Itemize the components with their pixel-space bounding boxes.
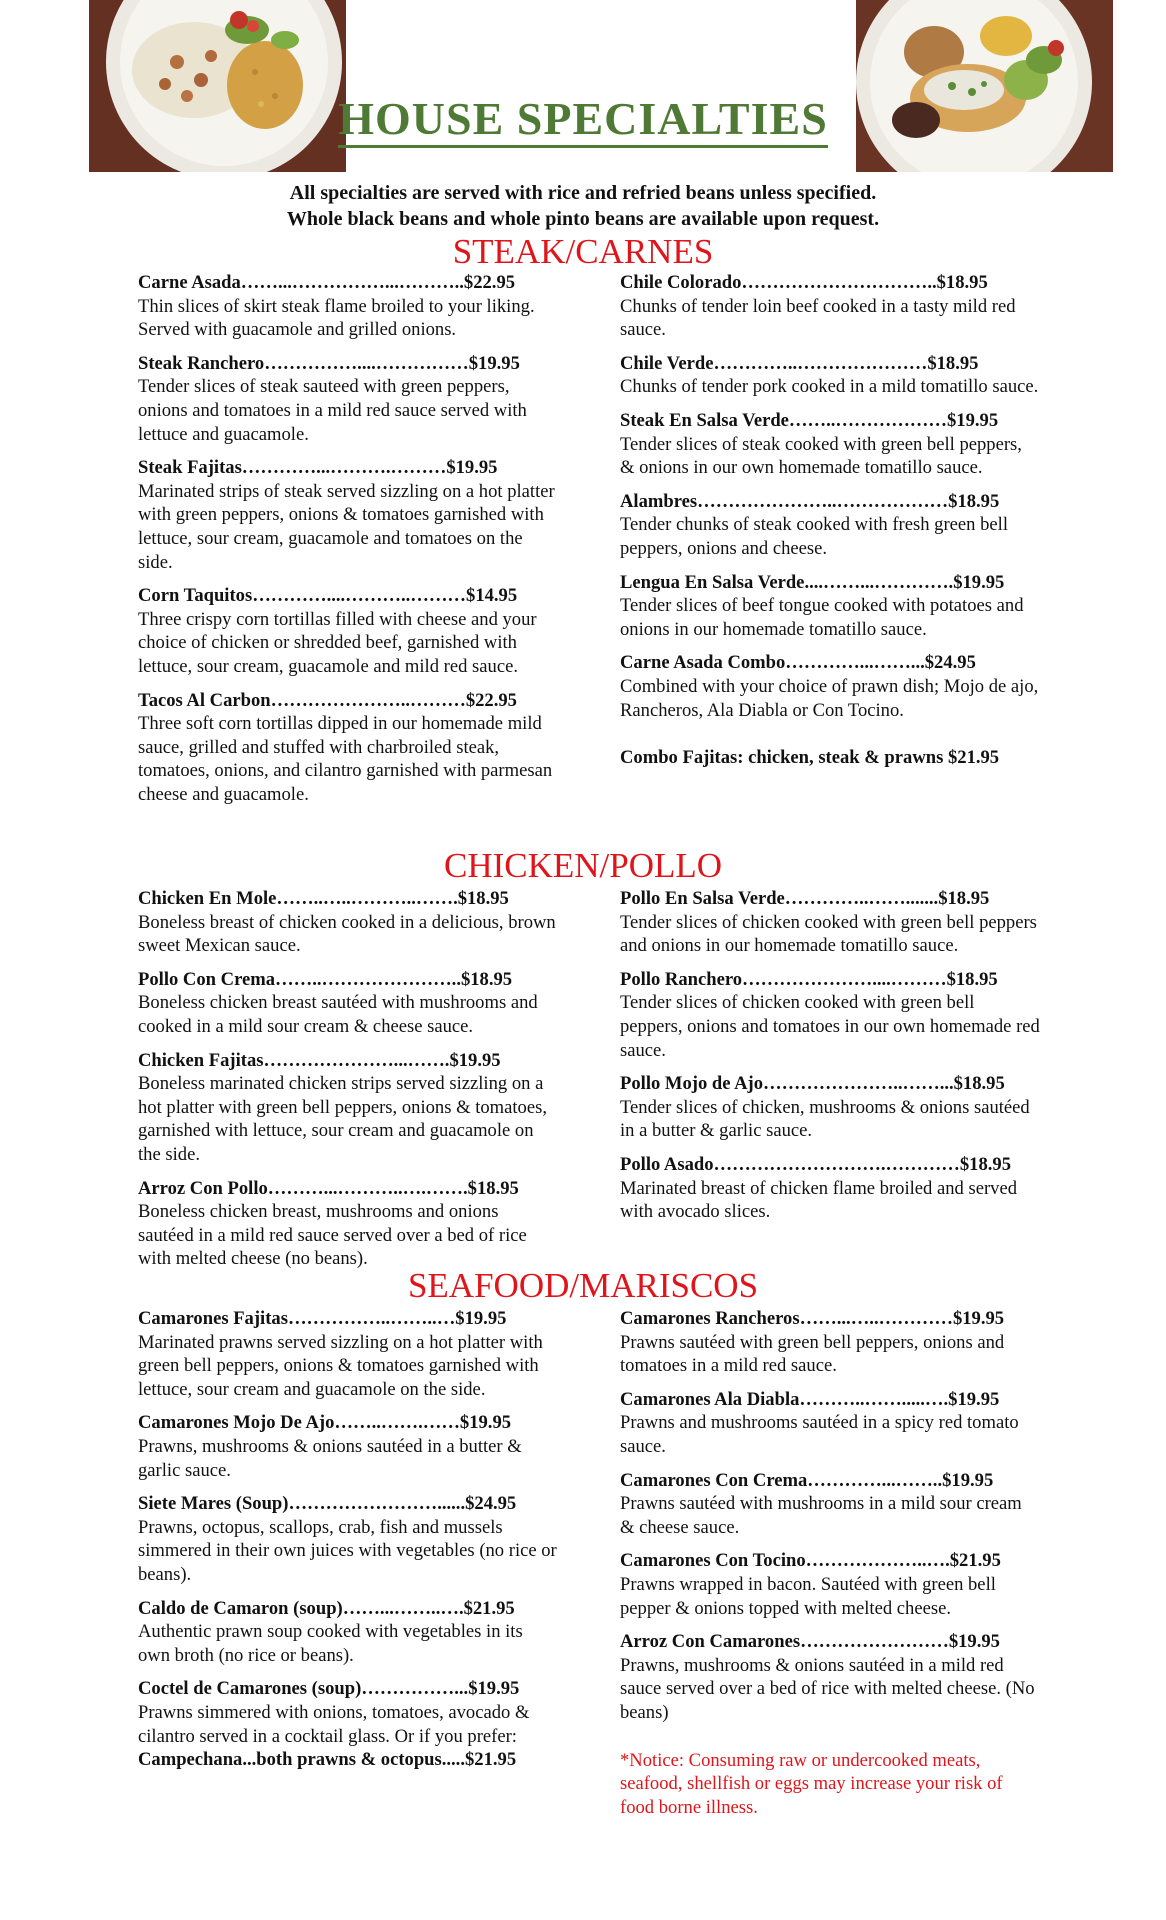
menu-item bbox=[138, 1177, 558, 1271]
menu-item bbox=[620, 1469, 1040, 1540]
intro-text bbox=[0, 180, 1166, 232]
item-description: Combined with your choice of prawn dish; Mojo de ajo, Rancheros, Ala Diabla or Con Tocino. bbox=[620, 675, 1039, 721]
page-title-text: HOUSE SPECIALTIES bbox=[338, 93, 828, 148]
item-description: Prawns and mushrooms sautéed in a spicy red tomato sauce. bbox=[620, 1412, 1019, 1457]
menu-item bbox=[138, 456, 558, 574]
item-description: Boneless breast of chicken cooked in a delicious, brown sweet Mexican sauce. bbox=[138, 911, 556, 957]
item-description: Chunks of tender pork cooked in a mild tomatillo sauce. bbox=[620, 376, 1039, 398]
item-description: Boneless chicken breast, mushrooms and onions sautéed in a mild red sauce served over a bed of rice with melted cheese (no beans). bbox=[138, 1201, 527, 1270]
menu-item bbox=[620, 1307, 1040, 1378]
item-description: Three crispy corn tortillas filled with cheese and your choice of chicken or shredded beef, garnished with lettuce, sour cream, guacamole and mild red sauce. bbox=[138, 608, 537, 677]
item-description: Prawns, octopus, scallops, crab, fish and mussels simmered in their own juices with vegetables (no rice or beans). bbox=[138, 1516, 557, 1585]
item-description: Boneless chicken breast sautéed with mushrooms and cooked in a mild sour cream & cheese sauce. bbox=[138, 992, 538, 1037]
item-name: Corn Taquitos…………....………..………$14.95 bbox=[138, 585, 518, 607]
menu-item bbox=[138, 352, 558, 446]
item-description: Marinated prawns served sizzling on a hot platter with green bell peppers, onions & tomatoes garnished with lettuce, sour cream and guacamole on the side. bbox=[138, 1331, 543, 1400]
menu-item bbox=[620, 887, 1040, 958]
item-description: Tender slices of steak sauteed with green peppers, onions and tomatoes in a mild red sauce served with lettuce and guacamole. bbox=[138, 376, 527, 445]
item-description: Three soft corn tortillas dipped in our homemade mild sauce, grilled and stuffed with charbroiled steak, tomatoes, onions, and cilantro garnished with parmesan cheese and guacamole. bbox=[138, 713, 553, 805]
page-title bbox=[0, 92, 1166, 145]
item-name: Carne Asada……...……………...………..$22.95 bbox=[138, 272, 516, 293]
plate-photo-icon bbox=[89, 0, 346, 172]
item-description: Tender slices of steak cooked with green bell peppers, & onions in our own homemade tomatillo sauce. bbox=[620, 433, 1022, 479]
menu-item bbox=[138, 1411, 558, 1482]
menu-item bbox=[620, 490, 1040, 561]
food-photo-right bbox=[856, 0, 1113, 172]
menu-item bbox=[620, 1388, 1040, 1459]
item-name: Camarones Con Crema…………...……..$19.95 bbox=[620, 1469, 994, 1491]
item-description: Marinated strips of steak served sizzling on a hot platter with green peppers, onions & tomatoes garnished with lettuce, sour cream, guacamole and tomatoes on the side. bbox=[138, 480, 555, 573]
food-safety-notice: *Notice: Consuming raw or undercooked meats, seafood, shellfish or eggs may increase your risk of food borne illness. bbox=[620, 1749, 1003, 1818]
item-description: Prawns wrapped in bacon. Sautéed with green bell pepper & onions topped with melted cheese. bbox=[620, 1573, 996, 1619]
chicken-right-column bbox=[620, 887, 1040, 1234]
item-description: Tender slices of chicken cooked with green bell peppers, onions and tomatoes in our own homemade red sauce. bbox=[620, 992, 1040, 1061]
menu-item bbox=[138, 1049, 558, 1167]
menu-item bbox=[620, 271, 1040, 342]
menu-item bbox=[138, 1597, 558, 1668]
menu-item bbox=[138, 968, 558, 1039]
item-name: Camarones Ala Diabla………..…….....….$19.95 bbox=[620, 1388, 1000, 1410]
intro-line-1: All specialties are served with rice and refried beans unless specified. bbox=[289, 182, 877, 204]
item-name: Coctel de Camarones (soup)……………...$19.95 bbox=[138, 1678, 520, 1700]
item-name: Pollo Mojo de Ajo…………………..……...$18.95 bbox=[620, 1073, 1005, 1095]
item-description: Tender slices of beef tongue cooked with potatoes and onions in our homemade tomatillo sauce. bbox=[620, 595, 1024, 640]
steak-heading: STEAK/CARNES bbox=[452, 232, 714, 271]
steak-right-column bbox=[620, 271, 1040, 770]
item-name: Camarones Mojo De Ajo……..…….……$19.95 bbox=[138, 1412, 512, 1434]
item-name: Steak Ranchero……………....……………$19.95 bbox=[138, 352, 520, 374]
combo-fajitas-note: Combo Fajitas: chicken, steak & prawns $21.95 bbox=[620, 747, 1000, 769]
item-name: Pollo Ranchero…………………....………$18.95 bbox=[620, 968, 998, 990]
item-description: Prawns, mushrooms & onions sautéed in a butter & garlic sauce. bbox=[138, 1435, 522, 1481]
item-description: Prawns sautéed with mushrooms in a mild sour cream & cheese sauce. bbox=[620, 1493, 1022, 1538]
item-name: Chile Colorado…………………………..$18.95 bbox=[620, 272, 988, 293]
menu-item bbox=[620, 968, 1040, 1062]
item-name: Steak En Salsa Verde……..………………$19.95 bbox=[620, 409, 999, 431]
item-name: Steak Fajitas…………...……….………$19.95 bbox=[138, 457, 498, 479]
item-name: Camarones Rancheros……...…..…………$19.95 bbox=[620, 1308, 1005, 1329]
item-name: Chicken Fajitas…………………...…….$19.95 bbox=[138, 1049, 501, 1071]
intro-line-2: Whole black beans and whole pinto beans are available upon request. bbox=[286, 208, 880, 230]
item-name: Pollo Asado……………………….…………$18.95 bbox=[620, 1153, 1012, 1175]
menu-item bbox=[138, 1492, 558, 1586]
seafood-right-column bbox=[620, 1307, 1040, 1819]
menu-item bbox=[620, 1072, 1040, 1143]
menu-item bbox=[620, 352, 1040, 399]
item-description: Tender slices of chicken cooked with green bell peppers and onions in our homemade tomatillo sauce. bbox=[620, 911, 1037, 957]
menu-item bbox=[138, 584, 558, 678]
item-description: Thin slices of skirt steak flame broiled to your liking. Served with guacamole and grilled onions. bbox=[138, 295, 535, 341]
item-name: Lengua En Salsa Verde....……...………….$19.95 bbox=[620, 571, 1005, 593]
chicken-left-column bbox=[138, 887, 558, 1281]
item-description: Tender slices of chicken, mushrooms & onions sautéed in a butter & garlic sauce. bbox=[620, 1096, 1030, 1142]
item-name: Chile Verde…………..…………………$18.95 bbox=[620, 352, 979, 374]
item-description: Prawns, mushrooms & onions sautéed in a mild red sauce served over a bed of rice with melted cheese. (No beans) bbox=[620, 1654, 1035, 1723]
item-name: Tacos Al Carbon…………………..………$22.95 bbox=[138, 689, 517, 711]
item-description: Authentic prawn soup cooked with vegetables in its own broth (no rice or beans). bbox=[138, 1621, 523, 1666]
item-description: Chunks of tender loin beef cooked in a tasty mild red sauce. bbox=[620, 295, 1016, 341]
item-name: Camarones Fajitas……………..……..…$19.95 bbox=[138, 1308, 507, 1329]
menu-item bbox=[620, 1630, 1040, 1724]
campechana-item: Campechana...both prawns & octopus.....$21.95 bbox=[138, 1749, 517, 1771]
item-name: Camarones Con Tocino………………..….$21.95 bbox=[620, 1550, 1001, 1572]
food-photo-left bbox=[89, 0, 346, 172]
item-name: Arroz Con Pollo………...………..….…….$18.95 bbox=[138, 1177, 519, 1199]
item-name: Carne Asada Combo…………...……...$24.95 bbox=[620, 652, 976, 674]
menu-item bbox=[138, 887, 558, 958]
item-description: Boneless marinated chicken strips served sizzling on a hot platter with green bell peppers, onions & tomatoes, garnished with lettuce, sour cream and guacamole on the side. bbox=[138, 1073, 547, 1165]
item-description: Prawns sautéed with green bell peppers, onions and tomatoes in a mild red sauce. bbox=[620, 1331, 1005, 1377]
item-name: Caldo de Camaron (soup)……...……..….$21.95 bbox=[138, 1597, 515, 1619]
seafood-heading: SEAFOOD/MARISCOS bbox=[407, 1266, 759, 1305]
menu-item bbox=[620, 571, 1040, 642]
menu-item bbox=[138, 1307, 558, 1401]
seafood-left-column bbox=[138, 1307, 558, 1772]
plate-photo-icon bbox=[856, 0, 1113, 172]
item-name: Siete Mares (Soup)……………………......$24.95 bbox=[138, 1493, 517, 1515]
item-name: Arroz Con Camarones……………………$19.95 bbox=[620, 1631, 1000, 1653]
menu-item bbox=[620, 1153, 1040, 1224]
item-name: Pollo Con Crema……..…………………..$18.95 bbox=[138, 968, 513, 990]
item-description: Prawns simmered with onions, tomatoes, avocado & cilantro served in a cocktail glass. Or if you prefer: bbox=[138, 1701, 530, 1747]
item-description: Marinated breast of chicken flame broiled and served with avocado slices. bbox=[620, 1177, 1018, 1223]
menu-item bbox=[138, 271, 558, 342]
item-name: Pollo En Salsa Verde…………..…….......$18.95 bbox=[620, 888, 990, 909]
menu-item bbox=[620, 1549, 1040, 1620]
item-name: Alambres…………………..………………$18.95 bbox=[620, 490, 1000, 512]
menu-item bbox=[620, 409, 1040, 480]
chicken-heading: CHICKEN/POLLO bbox=[443, 846, 723, 885]
item-description: Tender chunks of steak cooked with fresh green bell peppers, onions and cheese. bbox=[620, 514, 1008, 559]
menu-item bbox=[138, 1677, 558, 1771]
menu-item bbox=[620, 651, 1040, 722]
steak-left-column bbox=[138, 271, 558, 816]
item-name: Chicken En Mole……..…..………..…….$18.95 bbox=[138, 888, 509, 909]
menu-item bbox=[138, 689, 558, 807]
